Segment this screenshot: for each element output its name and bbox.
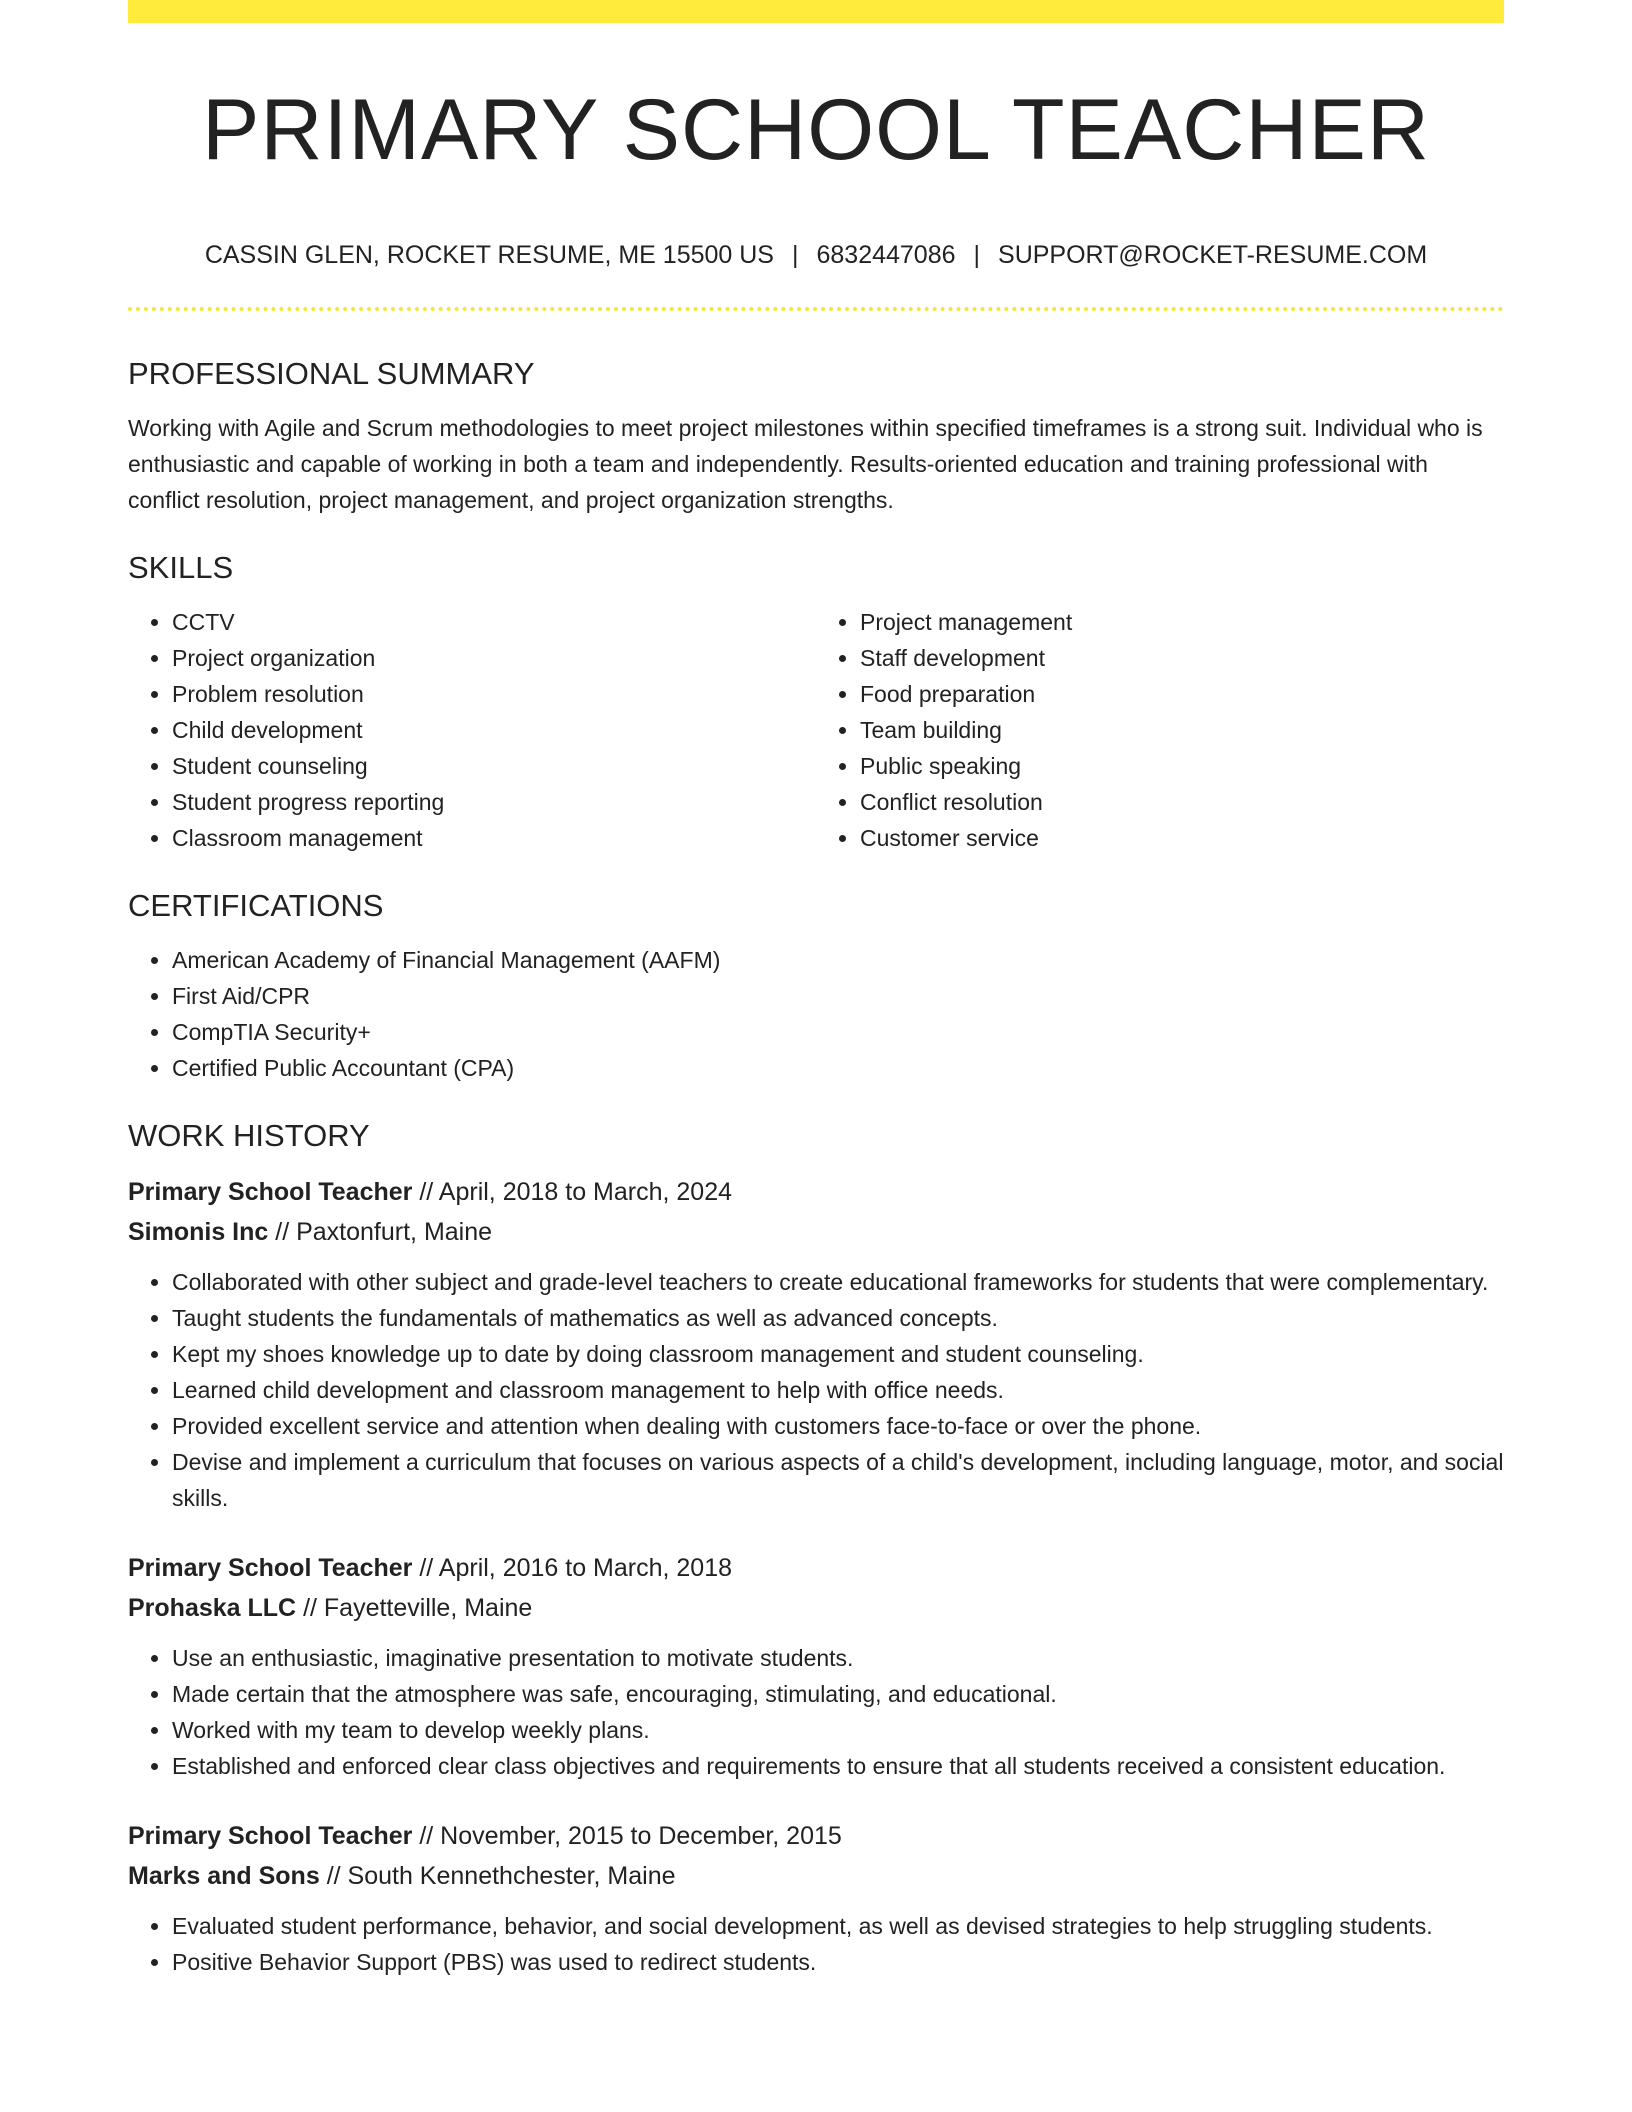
skill-item: • Team building <box>860 712 1504 748</box>
summary-section <box>128 352 1504 518</box>
job-entry <box>128 1548 1504 1784</box>
job-bullet: • Taught students the fundamentals of mathematics as well as advanced concepts. <box>172 1300 1504 1336</box>
skills-list-left <box>128 604 816 856</box>
phone: 6832447086 <box>816 241 956 269</box>
skill-item: • Child development <box>172 712 816 748</box>
job-bullet: • Collaborated with other subject and grade-level teachers to create educational frameworks for students that were complementary. <box>172 1264 1504 1300</box>
job-company-line <box>128 1212 1504 1252</box>
skill-item: • Food preparation <box>860 676 1504 712</box>
job-title-line <box>128 1548 1504 1588</box>
skill-item: • Customer service <box>860 820 1504 856</box>
certification-item: • Certified Public Accountant (CPA) <box>172 1050 1504 1086</box>
job-company-line <box>128 1588 1504 1628</box>
job-title-line <box>128 1172 1504 1212</box>
job-bullet: • Provided excellent service and attention when dealing with customers face-to-face or over the phone. <box>172 1408 1504 1444</box>
skills-columns <box>128 604 1504 856</box>
company-name: Prohaska LLC <box>128 1594 297 1622</box>
job-bullet: • Evaluated student performance, behavior, and social development, as well as devised strategies to help struggling students. <box>172 1908 1504 1944</box>
section-heading: CERTIFICATIONS <box>128 888 384 923</box>
accent-bar <box>128 0 1504 23</box>
work-history-section <box>128 1114 1504 1980</box>
job-title: Primary School Teacher <box>128 1822 413 1850</box>
certifications-list <box>128 942 1504 1086</box>
certification-item: • CompTIA Security+ <box>172 1014 1504 1050</box>
job-bullet: • Use an enthusiastic, imaginative presentation to motivate students. <box>172 1640 1504 1676</box>
address: CASSIN GLEN, ROCKET RESUME, ME 15500 US <box>204 241 774 269</box>
job-location: // Fayetteville, Maine <box>303 1594 533 1622</box>
email: SUPPORT@ROCKET-RESUME.COM <box>998 241 1428 269</box>
job-bullet: • Established and enforced clear class objectives and requirements to ensure that all students received a consistent education. <box>172 1748 1504 1784</box>
resume-body <box>128 352 1504 1980</box>
skills-section <box>128 546 1504 856</box>
skills-list-right <box>816 604 1504 856</box>
skill-item: • Problem resolution <box>172 676 816 712</box>
contact-separator: | <box>791 241 799 269</box>
resume-title: PRIMARY SCHOOL TEACHER <box>202 82 1430 178</box>
skill-item: • Conflict resolution <box>860 784 1504 820</box>
job-bullet: • Positive Behavior Support (PBS) was used to redirect students. <box>172 1944 1504 1980</box>
job-entry <box>128 1816 1504 1980</box>
skill-item: • Project management <box>860 604 1504 640</box>
section-heading: PROFESSIONAL SUMMARY <box>128 356 535 391</box>
job-bullet: • Devise and implement a curriculum that focuses on various aspects of a child's development, including language, motor, and social skills. <box>172 1444 1504 1516</box>
job-dates: // April, 2016 to March, 2018 <box>419 1554 733 1582</box>
job-location: // South Kennethchester, Maine <box>326 1862 676 1890</box>
divider <box>128 307 1504 311</box>
contact-separator: | <box>973 241 981 269</box>
job-bullets <box>128 1264 1504 1516</box>
certifications-section <box>128 884 1504 1086</box>
job-title: Primary School Teacher <box>128 1178 413 1206</box>
job-bullet: • Made certain that the atmosphere was safe, encouraging, stimulating, and educational. <box>172 1676 1504 1712</box>
job-bullet: • Learned child development and classroom management to help with office needs. <box>172 1372 1504 1408</box>
skill-item: • Project organization <box>172 640 816 676</box>
job-dates: // April, 2018 to March, 2024 <box>419 1178 733 1206</box>
section-heading: SKILLS <box>128 550 234 585</box>
job-bullets <box>128 1640 1504 1784</box>
job-bullet: • Kept my shoes knowledge up to date by doing classroom management and student counseling. <box>172 1336 1504 1372</box>
skill-item: • Student progress reporting <box>172 784 816 820</box>
skill-item: • Student counseling <box>172 748 816 784</box>
job-title: Primary School Teacher <box>128 1554 413 1582</box>
skill-item: • Staff development <box>860 640 1504 676</box>
skill-item: • Public speaking <box>860 748 1504 784</box>
job-title-line <box>128 1816 1504 1856</box>
company-name: Marks and Sons <box>128 1862 320 1890</box>
job-dates: // November, 2015 to December, 2015 <box>419 1822 842 1850</box>
certification-item: • American Academy of Financial Management (AAFM) <box>172 942 1504 978</box>
job-location: // Paxtonfurt, Maine <box>275 1218 493 1246</box>
skill-item: • CCTV <box>172 604 816 640</box>
job-bullet: • Worked with my team to develop weekly plans. <box>172 1712 1504 1748</box>
skill-item: • Classroom management <box>172 820 816 856</box>
job-company-line <box>128 1856 1504 1896</box>
certification-item: • First Aid/CPR <box>172 978 1504 1014</box>
job-entry <box>128 1172 1504 1516</box>
contact-line <box>0 238 1632 272</box>
summary-text: Working with Agile and Scrum methodologies to meet project milestones within specified timeframes is a strong suit. Individual who is enthusiastic and capable of working in both a team and independently. Results-oriented education and training professional with conflict resolution, project management, and project organization strengths. <box>128 415 1483 513</box>
company-name: Simonis Inc <box>128 1218 269 1246</box>
job-bullets <box>128 1908 1504 1980</box>
section-heading: WORK HISTORY <box>128 1118 370 1153</box>
